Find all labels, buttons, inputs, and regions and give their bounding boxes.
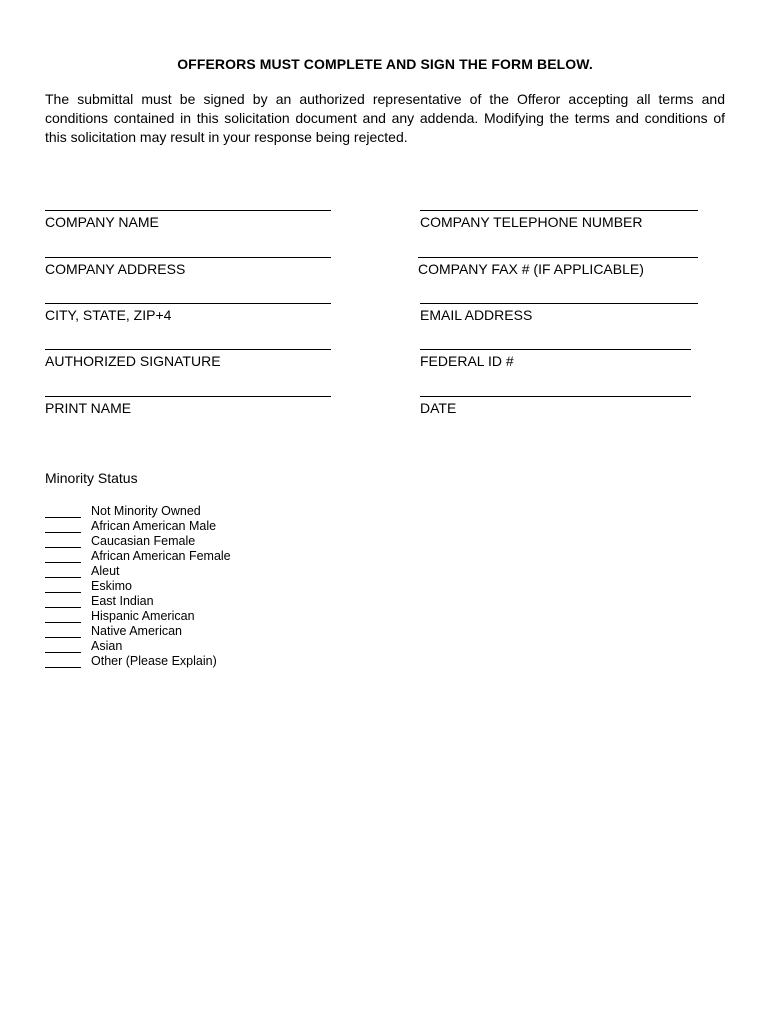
city-state-zip-field[interactable] bbox=[45, 303, 331, 323]
minority-option-blank[interactable] bbox=[45, 506, 81, 518]
company-fax-line[interactable] bbox=[418, 257, 698, 258]
federal-id-field[interactable] bbox=[420, 349, 691, 369]
minority-option-blank[interactable] bbox=[45, 626, 81, 638]
minority-option-label: Not Minority Owned bbox=[91, 504, 201, 518]
company-fax-label: COMPANY FAX # (IF APPLICABLE) bbox=[418, 261, 644, 277]
minority-option-label: Asian bbox=[91, 639, 123, 653]
federal-id-label: FEDERAL ID # bbox=[420, 353, 514, 369]
company-name-line[interactable] bbox=[45, 210, 331, 211]
list-item bbox=[45, 563, 231, 578]
email-address-field[interactable] bbox=[420, 303, 698, 323]
list-item bbox=[45, 638, 231, 653]
authorized-signature-line[interactable] bbox=[45, 349, 331, 350]
email-address-line[interactable] bbox=[420, 303, 698, 304]
minority-option-blank[interactable] bbox=[45, 536, 81, 548]
print-name-label: PRINT NAME bbox=[45, 400, 132, 416]
list-item bbox=[45, 578, 231, 593]
company-name-field[interactable] bbox=[45, 210, 331, 230]
minority-option-label: Aleut bbox=[91, 564, 120, 578]
date-line[interactable] bbox=[420, 396, 691, 397]
minority-status-list bbox=[45, 503, 231, 668]
minority-option-blank[interactable] bbox=[45, 521, 81, 533]
intro-paragraph: The submittal must be signed by an authorized representative of the Offeror accepting all terms and conditions contained in this solicitation document and any addenda. Modifying the terms and conditions of this solicitation may result in your response being rejected. bbox=[45, 91, 725, 145]
company-telephone-line[interactable] bbox=[420, 210, 698, 211]
list-item bbox=[45, 653, 231, 668]
company-name-label: COMPANY NAME bbox=[45, 214, 159, 230]
minority-option-blank[interactable] bbox=[45, 581, 81, 593]
company-address-line[interactable] bbox=[45, 257, 331, 258]
minority-option-label: Native American bbox=[91, 624, 183, 638]
minority-option-blank[interactable] bbox=[45, 596, 81, 608]
list-item bbox=[45, 503, 231, 518]
list-item bbox=[45, 608, 231, 623]
minority-option-blank[interactable] bbox=[45, 611, 81, 623]
minority-option-label: East Indian bbox=[91, 594, 154, 608]
minority-status-title: Minority Status bbox=[45, 470, 138, 486]
company-address-label: COMPANY ADDRESS bbox=[45, 261, 186, 277]
city-state-zip-label: CITY, STATE, ZIP+4 bbox=[45, 307, 172, 323]
minority-option-blank[interactable] bbox=[45, 641, 81, 653]
company-address-field[interactable] bbox=[45, 257, 331, 277]
minority-option-blank[interactable] bbox=[45, 551, 81, 563]
list-item bbox=[45, 548, 231, 563]
minority-option-label: African American Male bbox=[91, 519, 217, 533]
form-heading: OFFERORS MUST COMPLETE AND SIGN THE FORM BELOW. bbox=[177, 56, 593, 72]
date-field[interactable] bbox=[420, 396, 691, 416]
minority-option-label: Hispanic American bbox=[91, 609, 195, 623]
authorized-signature-label: AUTHORIZED SIGNATURE bbox=[45, 353, 221, 369]
minority-option-blank[interactable] bbox=[45, 656, 81, 668]
email-address-label: EMAIL ADDRESS bbox=[420, 307, 533, 323]
list-item bbox=[45, 533, 231, 548]
minority-option-label: Eskimo bbox=[91, 579, 132, 593]
company-fax-field[interactable] bbox=[418, 257, 698, 277]
list-item bbox=[45, 593, 231, 608]
minority-option-blank[interactable] bbox=[45, 566, 81, 578]
federal-id-line[interactable] bbox=[420, 349, 691, 350]
authorized-signature-field[interactable] bbox=[45, 349, 331, 369]
company-telephone-field[interactable] bbox=[420, 210, 698, 230]
city-state-zip-line[interactable] bbox=[45, 303, 331, 304]
minority-option-label: Caucasian Female bbox=[91, 534, 196, 548]
minority-option-label: Other (Please Explain) bbox=[91, 654, 217, 668]
print-name-line[interactable] bbox=[45, 396, 331, 397]
print-name-field[interactable] bbox=[45, 396, 331, 416]
list-item bbox=[45, 518, 231, 533]
minority-option-label: African American Female bbox=[91, 549, 231, 563]
date-label: DATE bbox=[420, 400, 457, 416]
company-telephone-label: COMPANY TELEPHONE NUMBER bbox=[420, 214, 643, 230]
list-item bbox=[45, 623, 231, 638]
